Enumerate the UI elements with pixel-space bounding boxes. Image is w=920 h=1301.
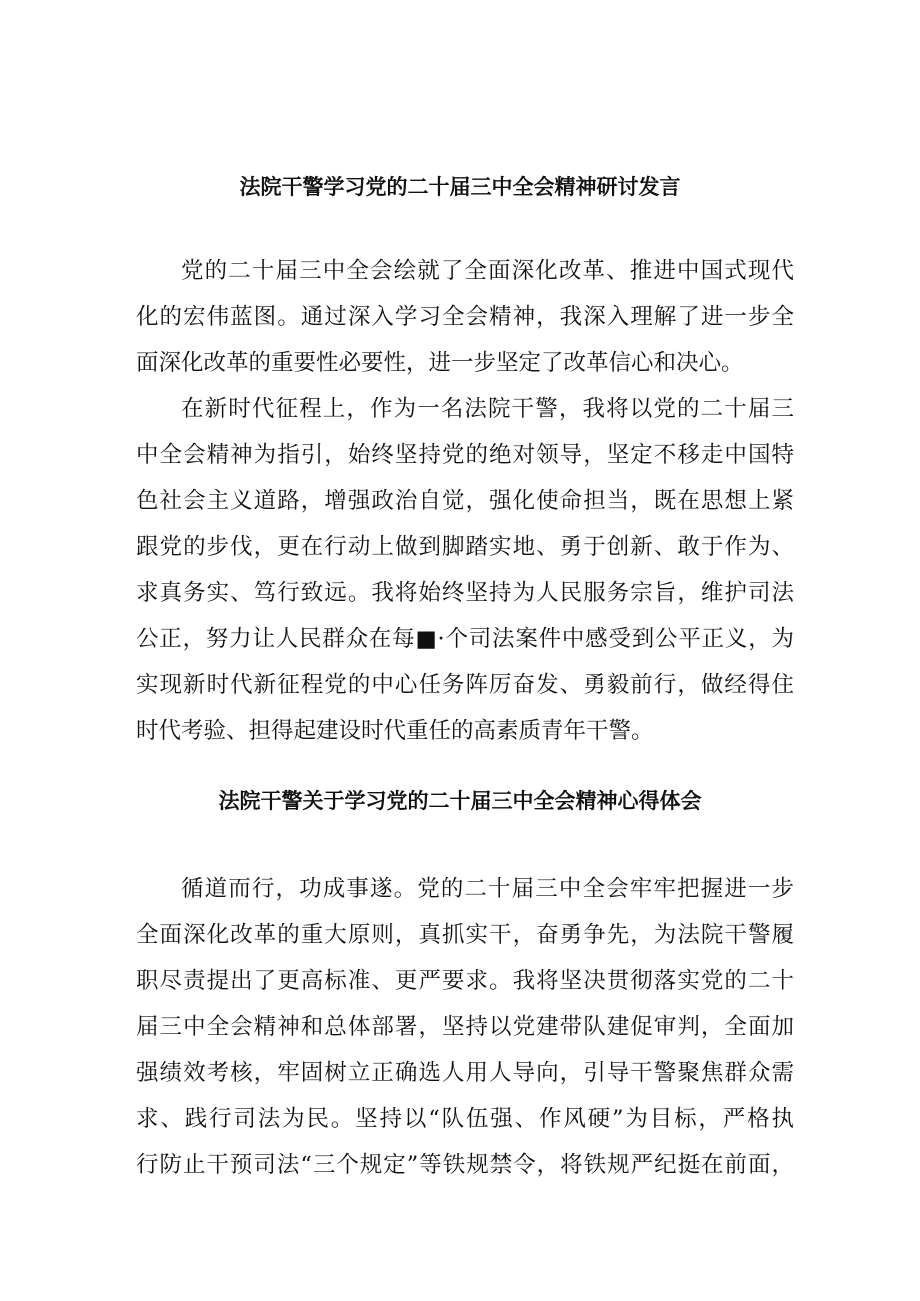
paragraph-line: 中全会精神为指引，始终坚持党的绝对领导，坚定不移走中国特 bbox=[136, 442, 794, 468]
paragraph-line: 时代考验、担得起建设时代重任的高素质青年干警。 bbox=[136, 718, 654, 744]
paragraph-1 bbox=[136, 248, 794, 386]
paragraph-line: 求真务实、笃行致远。我将始终坚持为人民服务宗旨，维护司法 bbox=[136, 580, 794, 606]
paragraph-2 bbox=[136, 386, 794, 754]
paragraph-line: 届三中全会精神和总体部署，坚持以党建带队建促审判，全面加 bbox=[136, 1014, 794, 1040]
paragraph-line: 全面深化改革的重大原则，真抓实干，奋勇争先，为法院干警履 bbox=[136, 922, 794, 948]
paragraph-line: 面深化改革的重要性必要性，进一步坚定了改革信心和决心。 bbox=[136, 350, 744, 376]
paragraph-line: 跟党的步伐，更在行动上做到脚踏实地、勇于创新、敢于作为、 bbox=[136, 534, 794, 560]
section-title-1: 法院干警学习党的二十届三中全会精神研讨发言 bbox=[239, 174, 681, 199]
paragraph-line: 公正，努力让人民群众在每■·个司法案件中感受到公平正义，为 bbox=[136, 626, 794, 652]
paragraph-line: 色社会主义道路，增强政治自觉，强化使命担当，既在思想上紧 bbox=[136, 488, 794, 514]
paragraph-3 bbox=[136, 866, 794, 1188]
paragraph-line: 在新时代征程上，作为一名法院干警，我将以党的二十届三 bbox=[181, 396, 794, 422]
paragraph-line: 党的二十届三中全会绘就了全面深化改革、推进中国式现代 bbox=[181, 258, 794, 284]
paragraph-line: 循道而行，功成事遂。党的二十届三中全会牢牢把握进一步 bbox=[181, 876, 794, 902]
section-title-2: 法院干警关于学习党的二十届三中全会精神心得体会 bbox=[218, 788, 702, 813]
paragraph-line: 强绩效考核，牢固树立正确选人用人导向，引导干警聚焦群众需 bbox=[136, 1060, 794, 1086]
paragraph-line: 化的宏伟蓝图。通过深入学习全会精神，我深入理解了进一步全 bbox=[136, 304, 794, 330]
paragraph-line: 实现新时代新征程党的中心任务阵厉奋发、勇毅前行，做经得住 bbox=[136, 672, 794, 698]
paragraph-line: 职尽责提出了更高标准、更严要求。我将坚决贯彻落实党的二十 bbox=[136, 968, 794, 994]
paragraph-line: 求、践行司法为民。坚持以“队伍强、作风硬”为目标，严格执 bbox=[136, 1106, 794, 1132]
paragraph-line: 行防止干预司法“三个规定”等铁规禁令，将铁规严纪挺在前面， bbox=[136, 1152, 794, 1178]
